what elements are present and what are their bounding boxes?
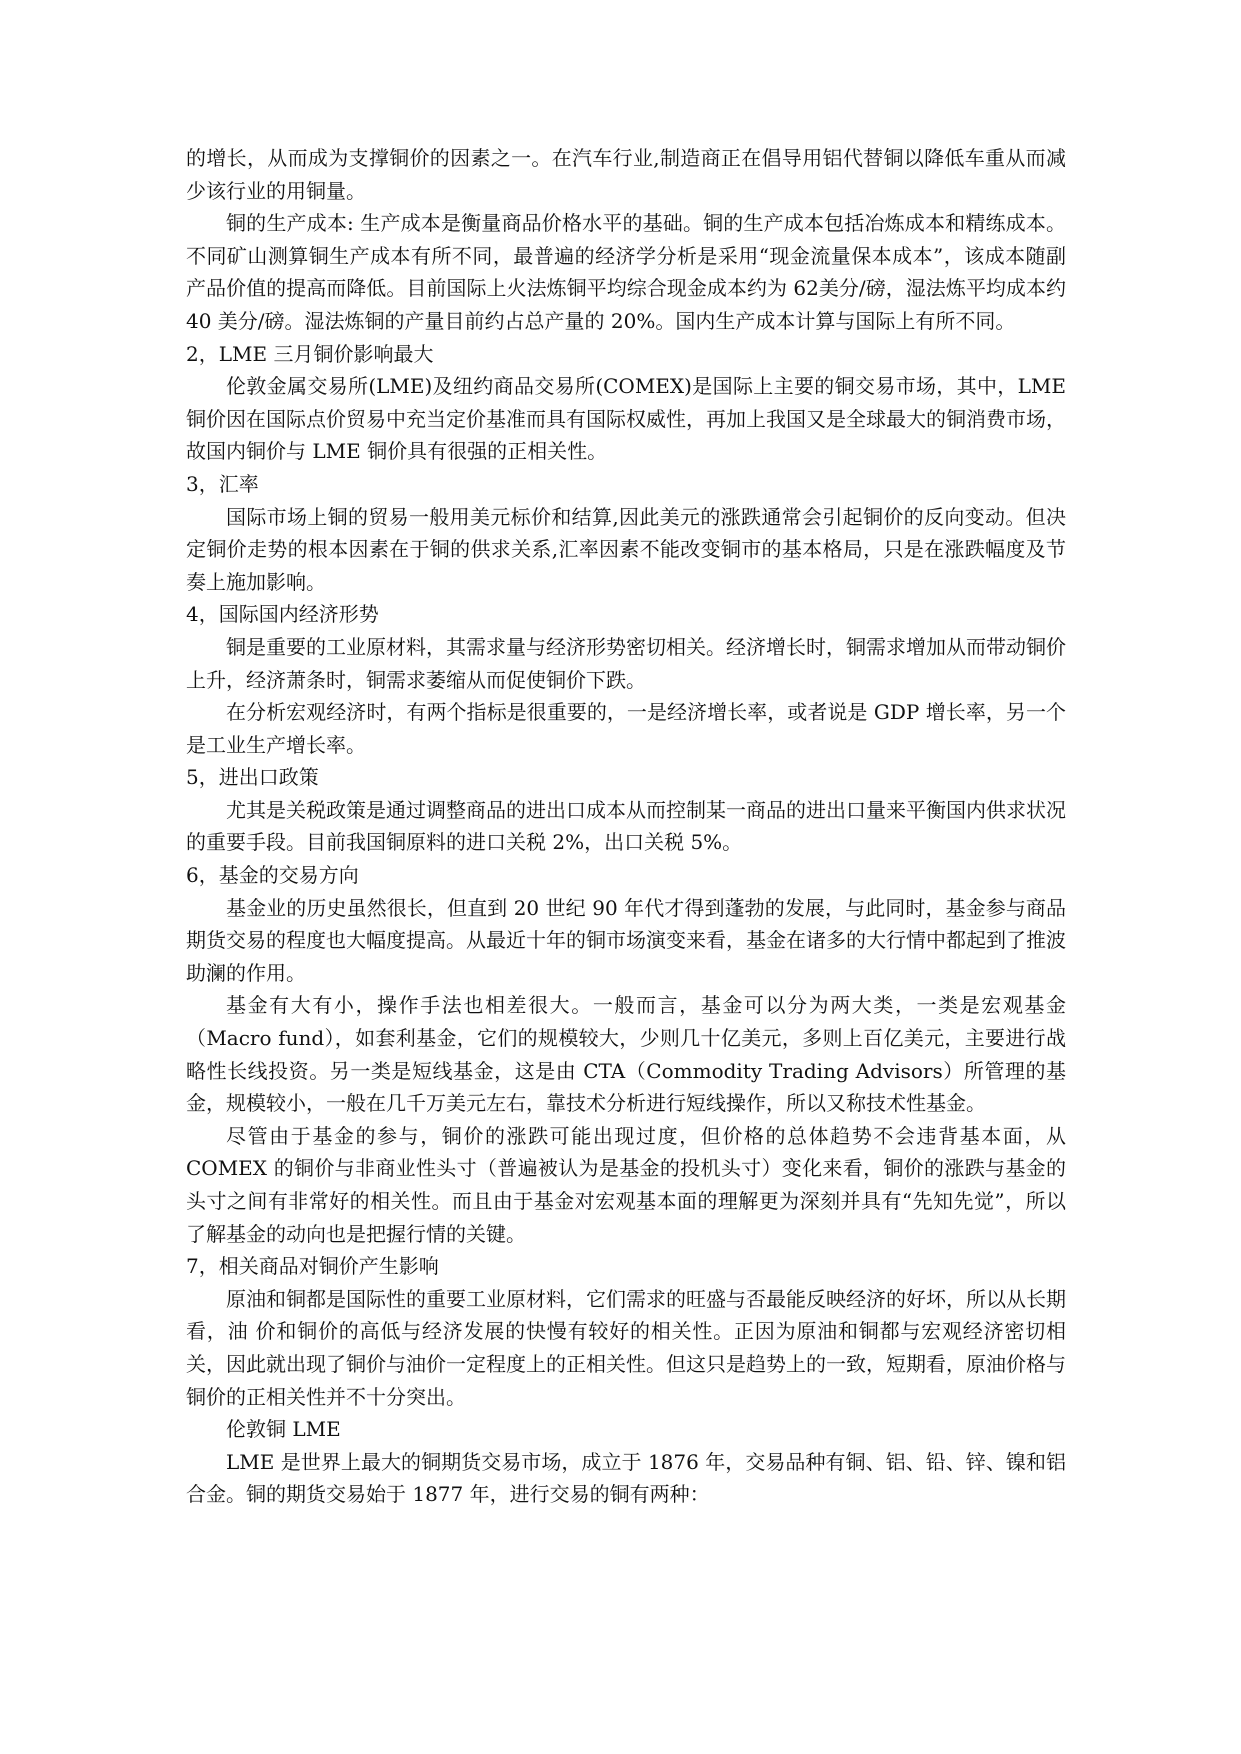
section-heading-related-commodities: 7，相关商品对铜价产生影响	[186, 1254, 439, 1279]
paragraph-crude-oil: 原油和铜都是国际性的重要工业原材料，它们需求的旺盛与否最能反映经济的好坏，所以从长期看，油 价和铜价的高低与经济发展的快慢有较好的相关性。正因为原油和铜都与宏观经济密切相关，因此就出现了铜价与油价一定程度上的正相关性。但这只是趋势上的一致，短期看，原油价格与铜价的正相关性并不十分突出。	[186, 1286, 1066, 1409]
section-heading-trade-policy: 5，进出口政策	[186, 765, 319, 790]
paragraph-macro-indicators: 在分析宏观经济时，有两个指标是很重要的，一是经济增长率，或者说是 GDP 增长率，另一个是工业生产增长率。	[186, 700, 1066, 757]
section-heading-lme: 2，LME 三月铜价影响最大	[186, 341, 434, 366]
section-heading-exchange-rate: 3，汇率	[186, 471, 259, 496]
section-heading-funds: 6，基金的交易方向	[186, 863, 359, 888]
paragraph-copper-demand-continued: 的增长，从而成为支撑铜价的因素之一。在汽车行业,制造商正在倡导用铝代替铜以降低车重从而减少该行业的用铜量。	[186, 146, 1066, 203]
paragraph-lme-history: LME 是世界上最大的铜期货交易市场，成立于 1876 年，交易品种有铜、铝、铅、锌、镍和铝合金。铜的期货交易始于 1877 年，进行交易的铜有两种：	[186, 1449, 1066, 1507]
subheading-london-copper: 伦敦铜 LME	[226, 1417, 341, 1442]
paragraph-exchange-rate: 国际市场上铜的贸易一般用美元标价和结算,因此美元的涨跌通常会引起铜价的反向变动。但决定铜价走势的根本因素在于铜的供求关系,汇率因素不能改变铜市的基本格局，只是在涨跌幅度及节奏上施加影响。	[186, 504, 1066, 594]
paragraph-fund-positions: 尽管由于基金的参与，铜价的涨跌可能出现过度，但价格的总体趋势不会违背基本面，从 COMEX 的铜价与非商业性头寸（普遍被认为是基金的投机头寸）变化来看，铜价的涨跌与基金的头寸之间有非常好的相关性。而且由于基金对宏观基本面的理解更为深刻并具有“先知先觉”，所以了解基金的动向也是把握行情的关键。	[186, 1123, 1066, 1246]
section-heading-economy: 4，国际国内经济形势	[186, 602, 379, 627]
paragraph-trade-policy: 尤其是关税政策是通过调整商品的进出口成本从而控制某一商品的进出口量来平衡国内供求状况的重要手段。目前我国铜原料的进口关税 2%，出口关税 5%。	[186, 797, 1066, 855]
paragraph-fund-history: 基金业的历史虽然很长，但直到 20 世纪 90 年代才得到蓬勃的发展，与此同时，基金参与商品期货交易的程度也大幅度提高。从最近十年的铜市场演变来看，基金在诸多的大行情中都起到了推波助澜的作用。	[186, 895, 1066, 985]
paragraph-lme: 伦敦金属交易所(LME)及纽约商品交易所(COMEX)是国际上主要的铜交易市场，其中，LME 铜价因在国际点价贸易中充当定价基准而具有国际权威性，再加上我国又是全球最大的铜消费市场，故国内铜价与 LME 铜价具有很强的正相关性。	[186, 374, 1066, 464]
paragraph-economy: 铜是重要的工业原材料，其需求量与经济形势密切相关。经济增长时，铜需求增加从而带动铜价上升，经济萧条时，铜需求萎缩从而促使铜价下跌。	[186, 634, 1066, 692]
paragraph-fund-types: 基金有大有小，操作手法也相差很大。一般而言，基金可以分为两大类，一类是宏观基金（Macro fund），如套利基金，它们的规模较大，少则几十亿美元，多则上百亿美元，主要进行战略性长线投资。另一类是短线基金，这是由 CTA（Commodity Trading Advisors）所管理的基金，规模较小，一般在几千万美元左右，靠技术分析进行短线操作，所以又称技术性基金。	[186, 993, 1066, 1116]
document-body	[186, 142, 1066, 1511]
paragraph-production-cost: 铜的生产成本: 生产成本是衡量商品价格水平的基础。铜的生产成本包括冶炼成本和精练成本。不同矿山测算铜生产成本有所不同，最普遍的经济学分析是采用“现金流量保本成本”，该成本随副产品价值的提高而降低。目前国际上火法炼铜平均综合现金成本约为 62美分/磅，湿法炼平均成本约 40 美分/磅。湿法炼铜的产量目前约占总产量的 20%。国内生产成本计算与国际上有所不同。	[186, 211, 1066, 333]
